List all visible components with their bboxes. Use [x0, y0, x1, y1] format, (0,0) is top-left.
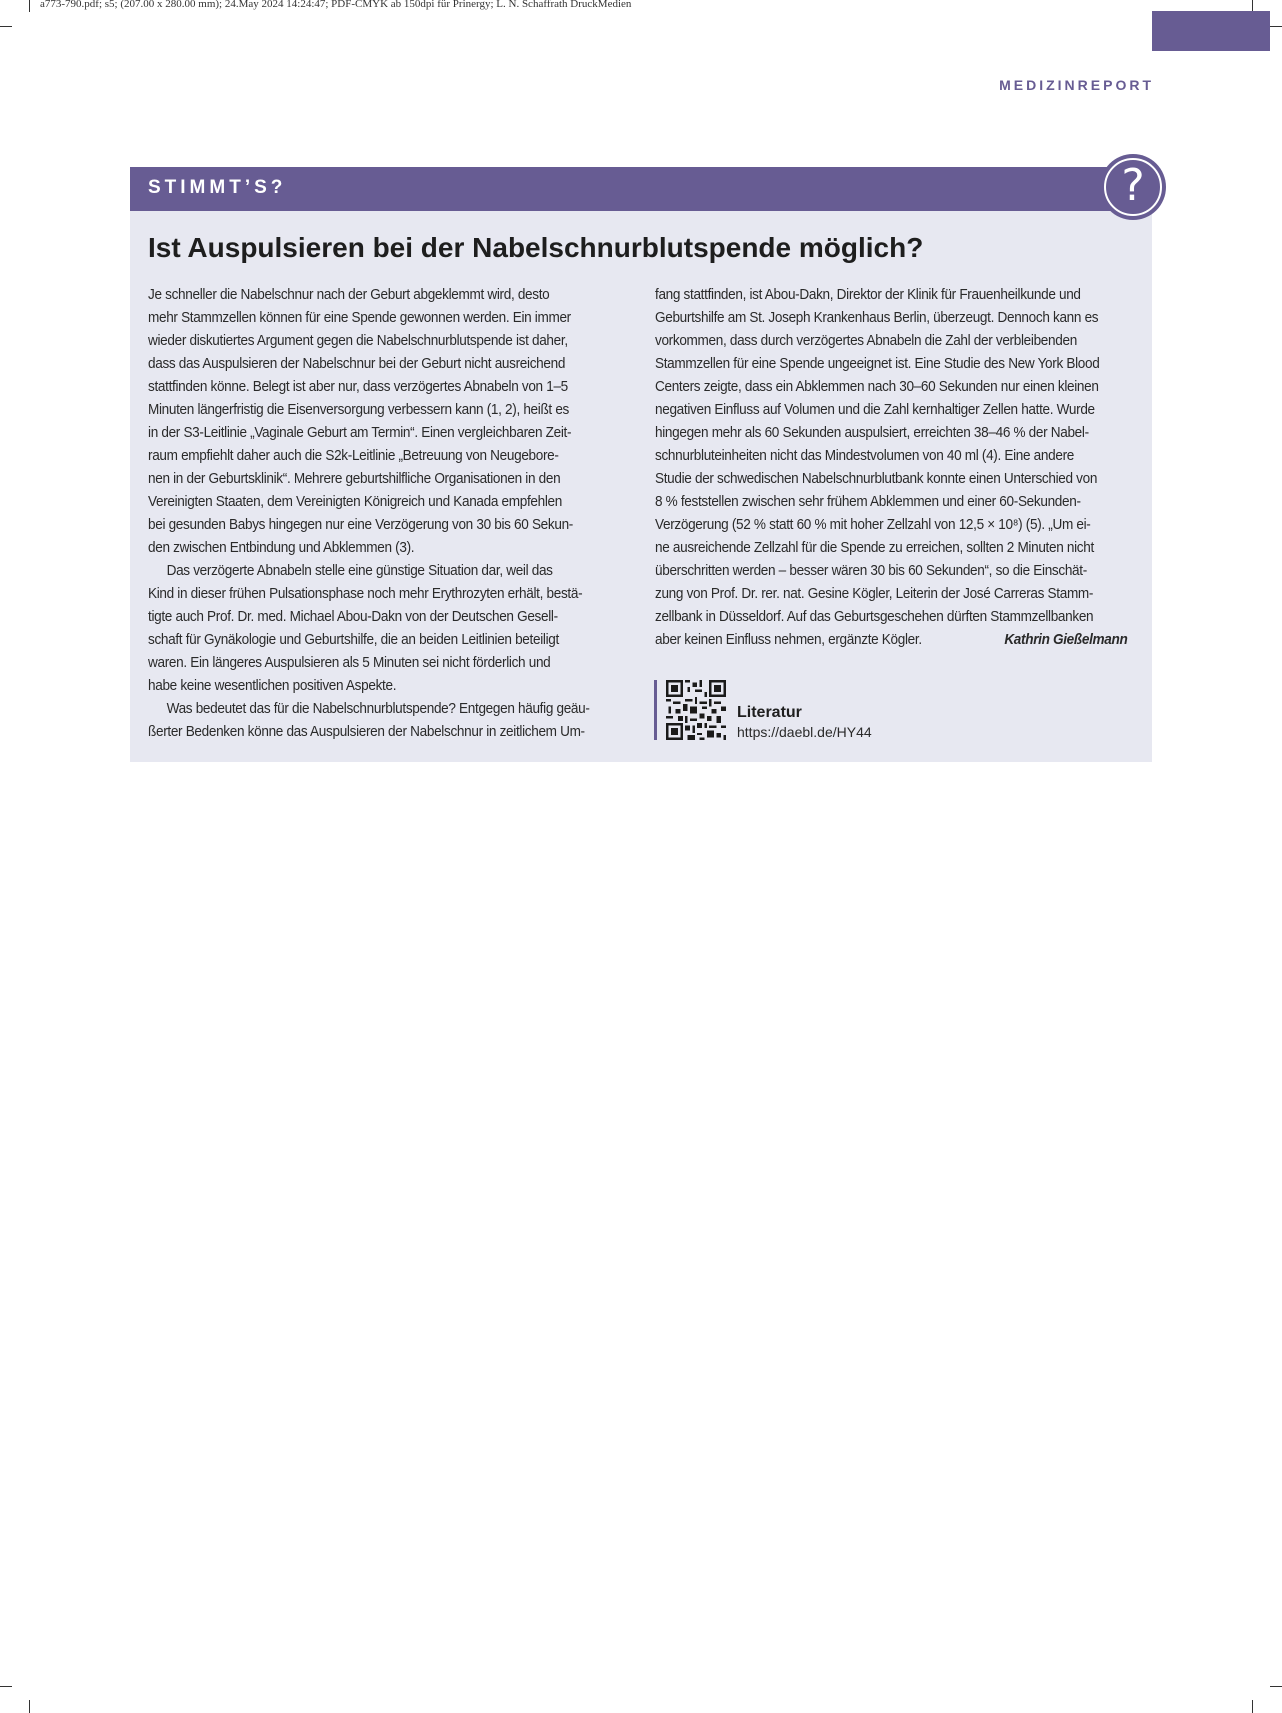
article-text-line: nen in der Geburtsklinik“. Mehrere geburtshilfliche Organisationen in den [148, 471, 561, 487]
author-byline: Kathrin Gießelmann [1004, 632, 1128, 648]
print-slug: a773-790.pdf; s5; (207.00 x 280.00 mm); 24.May 2024 14:24:47; PDF-CMYK ab 150dpi für Prinergy; L. N. Schaffrath DruckMedien [40, 0, 632, 10]
article-text-line: negativen Einfluss auf Volumen und die Zahl kernhaltiger Zellen hatte. Wurde [655, 402, 1095, 418]
article-text-line: stattfinden könne. Belegt ist aber nur, dass verzögertes Abnabeln von 1–5 [148, 379, 568, 395]
article-text-line: waren. Ein längeres Auspulsieren als 5 Minuten sei nicht förderlich und [148, 655, 551, 671]
crop-mark [29, 0, 30, 12]
article-text-line: Vereinigten Staaten, dem Vereinigten Königreich und Kanada empfehlen [148, 494, 563, 510]
question-mark-icon: ? [1100, 154, 1166, 220]
article-headline: Ist Auspulsieren bei der Nabelschnurblutspende möglich? [148, 232, 924, 263]
section-color-tab [1152, 11, 1270, 51]
literature-accent-bar [654, 680, 657, 740]
article-text-line: mehr Stammzellen können für eine Spende gewonnen werden. Ein immer [148, 310, 571, 326]
crop-mark [29, 1700, 30, 1713]
article-column-right [655, 284, 1135, 652]
article-text-line: hingegen mehr als 60 Sekunden auspulsiert, erreichten 38–46 % der Nabel- [655, 425, 1089, 441]
article-text-line: fang stattfinden, ist Abou-Dakn, Direktor der Klinik für Frauenheilkunde und [655, 287, 1081, 303]
article-text-line: ßerter Bedenken könne das Auspulsieren der Nabelschnur in zeitlichem Um- [148, 724, 585, 740]
article-text-line: Centers zeigte, dass ein Abklemmen nach 30–60 Sekunden nur einen kleinen [655, 379, 1099, 395]
crop-mark [0, 1686, 12, 1687]
article-text-line: vorkommen, dass durch verzögertes Abnabeln die Zahl der verbleibenden [655, 333, 1077, 349]
article-text-line: habe keine wesentlichen positiven Aspekte. [148, 678, 397, 694]
banner-title: STIMMT’S? [148, 177, 287, 198]
qr-code-icon[interactable] [666, 680, 726, 740]
article-text-line: Kind in dieser frühen Pulsationsphase noch mehr Erythrozyten erhält, bestä- [148, 586, 583, 602]
crop-mark [0, 26, 12, 27]
article-text-line: zellbank in Düsseldorf. Auf das Geburtsgeschehen dürften Stammzellbanken [655, 609, 1094, 625]
article-text-line: raum empfiehlt daher auch die S2k-Leitlinie „Betreuung von Neugebore- [148, 448, 559, 464]
article-text-line: zung von Prof. Dr. rer. nat. Gesine Kögler, Leiterin der José Carreras Stamm- [655, 586, 1094, 602]
crop-mark [1252, 1700, 1253, 1713]
article-box [130, 160, 1152, 762]
article-text-line: Studie der schwedischen Nabelschnurblutbank konnte einen Unterschied von [655, 471, 1098, 487]
literature-title: Literatur [737, 704, 802, 721]
article-text-line: in der S3-Leitlinie „Vaginale Geburt am Termin“. Einen vergleichbaren Zeit- [148, 425, 572, 441]
article-text-line: Was bedeutet das für die Nabelschnurblutspende? Entgegen häufig geäu- [166, 701, 590, 717]
article-text-line: tigte auch Prof. Dr. med. Michael Abou-Dakn von der Deutschen Gesell- [148, 609, 558, 625]
article-text-line: Verzögerung (52 % statt 60 % mit hoher Zellzahl von 12,5 × 10⁸) (5). „Um ei- [655, 517, 1091, 533]
article-text-line: wieder diskutiertes Argument gegen die Nabelschnurblutspende ist daher, [148, 333, 568, 349]
article-text-line: ne ausreichende Zellzahl für die Spende zu erreichen, sollten 2 Minuten nicht [655, 540, 1094, 556]
article-text-line: Stammzellen für eine Spende ungeeignet ist. Eine Studie des New York Blood [655, 356, 1100, 372]
article-text-line: Je schneller die Nabelschnur nach der Geburt abgeklemmt wird, desto [148, 287, 550, 303]
article-column-left [148, 284, 622, 744]
article-banner [130, 167, 1152, 211]
article-text-line: schaft für Gynäkologie und Geburtshilfe, die an beiden Leitlinien beteiligt [148, 632, 559, 648]
article-text-line: den zwischen Entbindung und Abklemmen (3). [148, 540, 415, 556]
crop-mark [1270, 1686, 1282, 1687]
article-text-line: überschritten werden – besser wären 30 bis 60 Sekunden“, so die Einschät- [655, 563, 1087, 579]
literature-link[interactable]: https://daebl.de/HY44 [737, 724, 872, 740]
section-label: MEDIZINREPORT [999, 77, 1154, 93]
article-text-line: schnurbluteinheiten nicht das Mindestvolumen von 40 ml (4). Eine andere [655, 448, 1074, 464]
crop-mark [1270, 26, 1282, 27]
article-text-line: Minuten längerfristig die Eisenversorgung verbessern kann (1, 2), heißt es [148, 402, 570, 418]
article-text-line: bei gesunden Babys hingegen nur eine Verzögerung von 30 bis 60 Sekun- [148, 517, 574, 533]
article-text-line: Das verzögerte Abnabeln stelle eine günstige Situation dar, weil das [166, 563, 553, 579]
article-text-line: Geburtshilfe am St. Joseph Krankenhaus Berlin, überzeugt. Dennoch kann es [655, 310, 1099, 326]
article-text-line: 8 % feststellen zwischen sehr frühem Abklemmen und einer 60-Sekunden- [655, 494, 1081, 510]
article-text-line: dass das Auspulsieren der Nabelschnur bei der Geburt nicht ausreichend [148, 356, 566, 372]
article-text-line: aber keinen Einfluss nehmen, ergänzte Kögler. Kathrin Gießelmann [655, 629, 1127, 652]
